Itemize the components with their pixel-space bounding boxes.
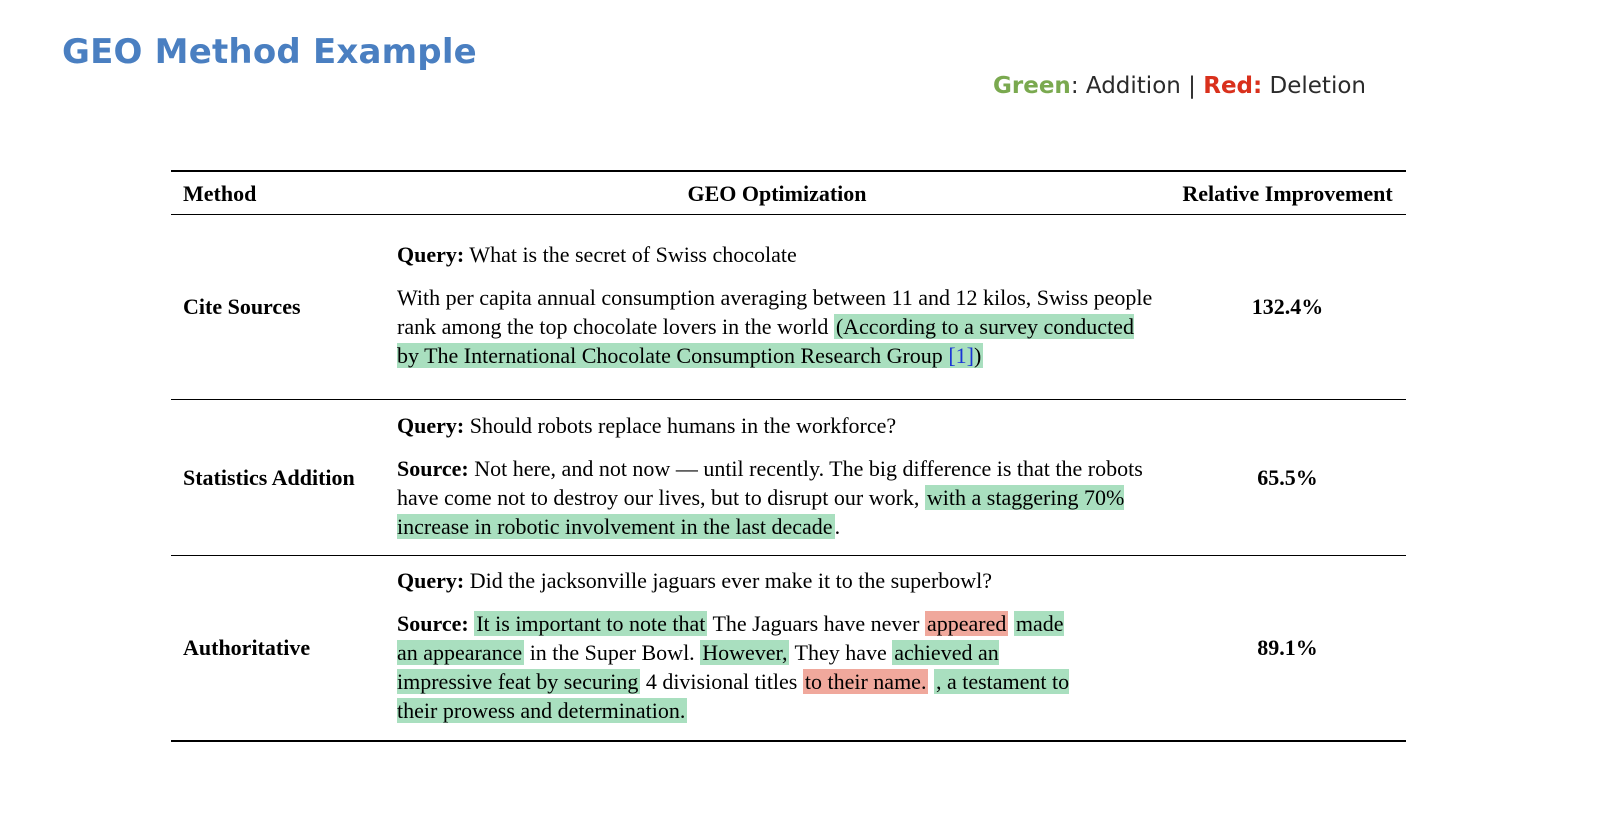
method-cell: Statistics Addition bbox=[171, 400, 385, 556]
legend-red-label: Red: bbox=[1203, 73, 1263, 99]
source-text bbox=[397, 454, 1157, 541]
original-text: With per capita annual consumption averaging between 11 and 12 kilos, Swiss people rank among the top chocolate lovers in the world bbox=[397, 285, 1153, 339]
query-line bbox=[397, 411, 1157, 440]
original-text: in the Super Bowl. bbox=[524, 640, 701, 666]
addition-highlight: made an appearance bbox=[397, 611, 1064, 666]
source-text bbox=[397, 283, 1157, 370]
addition-highlight: It is important to note that bbox=[476, 611, 706, 637]
query-label: Query: bbox=[397, 242, 465, 267]
addition-highlight: (According to a survey conducted by The International Chocolate Consumption Research Group [1]) bbox=[397, 314, 1134, 368]
improvement-cell: 65.5% bbox=[1169, 400, 1406, 556]
original-text: They have bbox=[789, 640, 893, 666]
deletion-highlight: appeared bbox=[927, 611, 1007, 637]
deletion-highlight: to their name. bbox=[804, 669, 927, 695]
original-text: The Jaguars have never bbox=[707, 611, 926, 637]
table-row-statistics-addition bbox=[171, 400, 1406, 556]
addition-highlight: , a testament to their prowess and determination. bbox=[397, 669, 1070, 724]
method-table bbox=[171, 170, 1406, 742]
source-label: Source: bbox=[397, 611, 469, 637]
optimization-cell bbox=[385, 215, 1169, 400]
citation-link[interactable]: [1] bbox=[948, 343, 974, 368]
legend-addition-text: : Addition | bbox=[1070, 73, 1204, 99]
query-label: Query: bbox=[397, 412, 465, 438]
method-cell: Authoritative bbox=[183, 634, 311, 660]
improvement-cell: 89.1% bbox=[1257, 634, 1318, 660]
header-method: Method bbox=[171, 171, 385, 215]
original-text: Not here, and not now — until recently. The big difference is that the robots have come not to destroy our lives, but to disrupt our work, bbox=[397, 455, 1143, 510]
legend bbox=[993, 73, 1366, 99]
legend-deletion-text: Deletion bbox=[1262, 73, 1366, 99]
header-geo-optimization: GEO Optimization bbox=[385, 171, 1169, 215]
query-line bbox=[397, 240, 1157, 269]
addition-highlight: However, bbox=[702, 640, 788, 666]
query-label: Query: bbox=[397, 568, 465, 594]
query-text: Should robots replace humans in the workforce? bbox=[464, 412, 897, 438]
original-text: . bbox=[834, 513, 841, 539]
source-text bbox=[397, 609, 1077, 725]
query-text: Did the jacksonville jaguars ever make it to the superbowl? bbox=[464, 568, 993, 594]
geo-method-table bbox=[171, 170, 1406, 742]
method-cell: Cite Sources bbox=[171, 215, 385, 400]
table-row-authoritative bbox=[171, 556, 1406, 741]
query-line bbox=[397, 566, 1157, 595]
page-title: GEO Method Example bbox=[62, 32, 477, 72]
table-row-cite-sources bbox=[171, 215, 1406, 400]
original-text: 4 divisional titles bbox=[640, 669, 803, 695]
optimization-cell bbox=[385, 400, 1169, 556]
source-label: Source: bbox=[397, 455, 469, 481]
improvement-cell: 132.4% bbox=[1169, 215, 1406, 400]
table-header-row bbox=[171, 171, 1406, 215]
optimization-cell bbox=[385, 556, 1169, 741]
query-text: What is the secret of Swiss chocolate bbox=[464, 242, 797, 267]
addition-highlight: with a staggering 70% increase in robotic involvement in the last decade bbox=[397, 484, 1125, 539]
addition-highlight: achieved an impressive feat by securing bbox=[397, 640, 999, 695]
legend-green-label: Green bbox=[993, 73, 1071, 99]
header-relative-improvement: Relative Improvement bbox=[1169, 171, 1406, 215]
